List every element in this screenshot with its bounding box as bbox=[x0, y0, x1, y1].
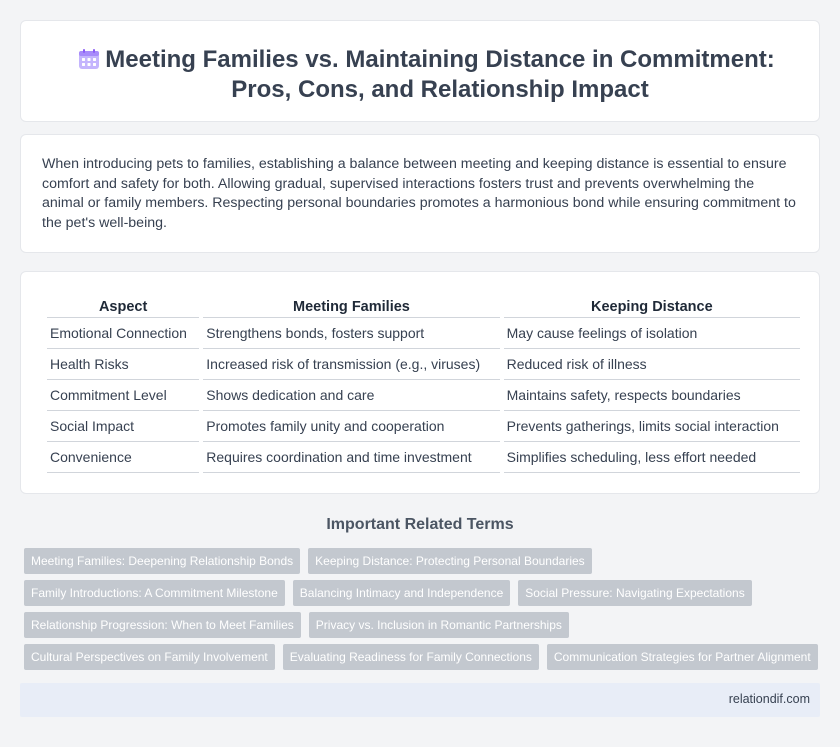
site-link[interactable]: relationdif.com bbox=[728, 692, 810, 706]
page-title: Meeting Families vs. Maintaining Distance in Commitment: Pros, Cons, and Relationship Impact bbox=[105, 46, 775, 103]
cell-aspect: Commitment Level bbox=[47, 380, 199, 411]
cell-meeting: Strengthens bonds, fosters support bbox=[203, 318, 499, 349]
tag-row bbox=[24, 548, 824, 574]
related-terms-heading: Important Related Terms bbox=[326, 516, 514, 533]
cell-meeting: Shows dedication and care bbox=[203, 380, 499, 411]
comparison-card bbox=[20, 271, 820, 494]
tag-row bbox=[24, 612, 824, 638]
header-aspect: Aspect bbox=[47, 296, 199, 318]
related-terms-list bbox=[24, 548, 824, 676]
cell-aspect: Convenience bbox=[47, 442, 199, 473]
related-term-tag[interactable]: Communication Strategies for Partner Alignment bbox=[547, 644, 818, 670]
related-term-tag[interactable]: Privacy vs. Inclusion in Romantic Partnerships bbox=[309, 612, 569, 638]
related-term-tag[interactable]: Relationship Progression: When to Meet Families bbox=[24, 612, 301, 638]
table-row bbox=[47, 442, 800, 473]
table-row bbox=[47, 411, 800, 442]
table-row bbox=[47, 380, 800, 411]
cell-aspect: Emotional Connection bbox=[47, 318, 199, 349]
footer-bar bbox=[20, 683, 820, 717]
header-meeting-families: Meeting Families bbox=[203, 296, 499, 318]
table-header-row bbox=[47, 296, 800, 318]
header-keeping-distance: Keeping Distance bbox=[504, 296, 800, 318]
related-term-tag[interactable]: Meeting Families: Deepening Relationship Bonds bbox=[24, 548, 300, 574]
tag-row bbox=[24, 644, 824, 670]
cell-aspect: Health Risks bbox=[47, 349, 199, 380]
cell-meeting: Promotes family unity and cooperation bbox=[203, 411, 499, 442]
comparison-table bbox=[43, 296, 804, 473]
cell-distance: Maintains safety, respects boundaries bbox=[504, 380, 800, 411]
cell-aspect: Social Impact bbox=[47, 411, 199, 442]
cell-distance: Simplifies scheduling, less effort needed bbox=[504, 442, 800, 473]
header-card bbox=[20, 20, 820, 122]
cell-distance: Prevents gatherings, limits social interaction bbox=[504, 411, 800, 442]
cell-distance: May cause feelings of isolation bbox=[504, 318, 800, 349]
intro-paragraph: When introducing pets to families, establishing a balance between meeting and keeping distance is essential to ensure comfort and safety for both. Allowing gradual, supervised interactions fosters trust and prevents overwhelming the animal or family members. Respecting personal boundaries promotes a harmonious bond while ensuring commitment to the pet's well-being. bbox=[42, 156, 796, 231]
related-term-tag[interactable]: Evaluating Readiness for Family Connections bbox=[283, 644, 539, 670]
intro-card bbox=[20, 134, 820, 253]
related-term-tag[interactable]: Family Introductions: A Commitment Milestone bbox=[24, 580, 285, 606]
related-term-tag[interactable]: Social Pressure: Navigating Expectations bbox=[518, 580, 751, 606]
tag-row bbox=[24, 580, 824, 606]
table-row bbox=[47, 349, 800, 380]
related-term-tag[interactable]: Keeping Distance: Protecting Personal Boundaries bbox=[308, 548, 592, 574]
cell-meeting: Increased risk of transmission (e.g., viruses) bbox=[203, 349, 499, 380]
related-term-tag[interactable]: Cultural Perspectives on Family Involvement bbox=[24, 644, 275, 670]
table-row bbox=[47, 318, 800, 349]
cell-meeting: Requires coordination and time investment bbox=[203, 442, 499, 473]
cell-distance: Reduced risk of illness bbox=[504, 349, 800, 380]
related-term-tag[interactable]: Balancing Intimacy and Independence bbox=[293, 580, 510, 606]
